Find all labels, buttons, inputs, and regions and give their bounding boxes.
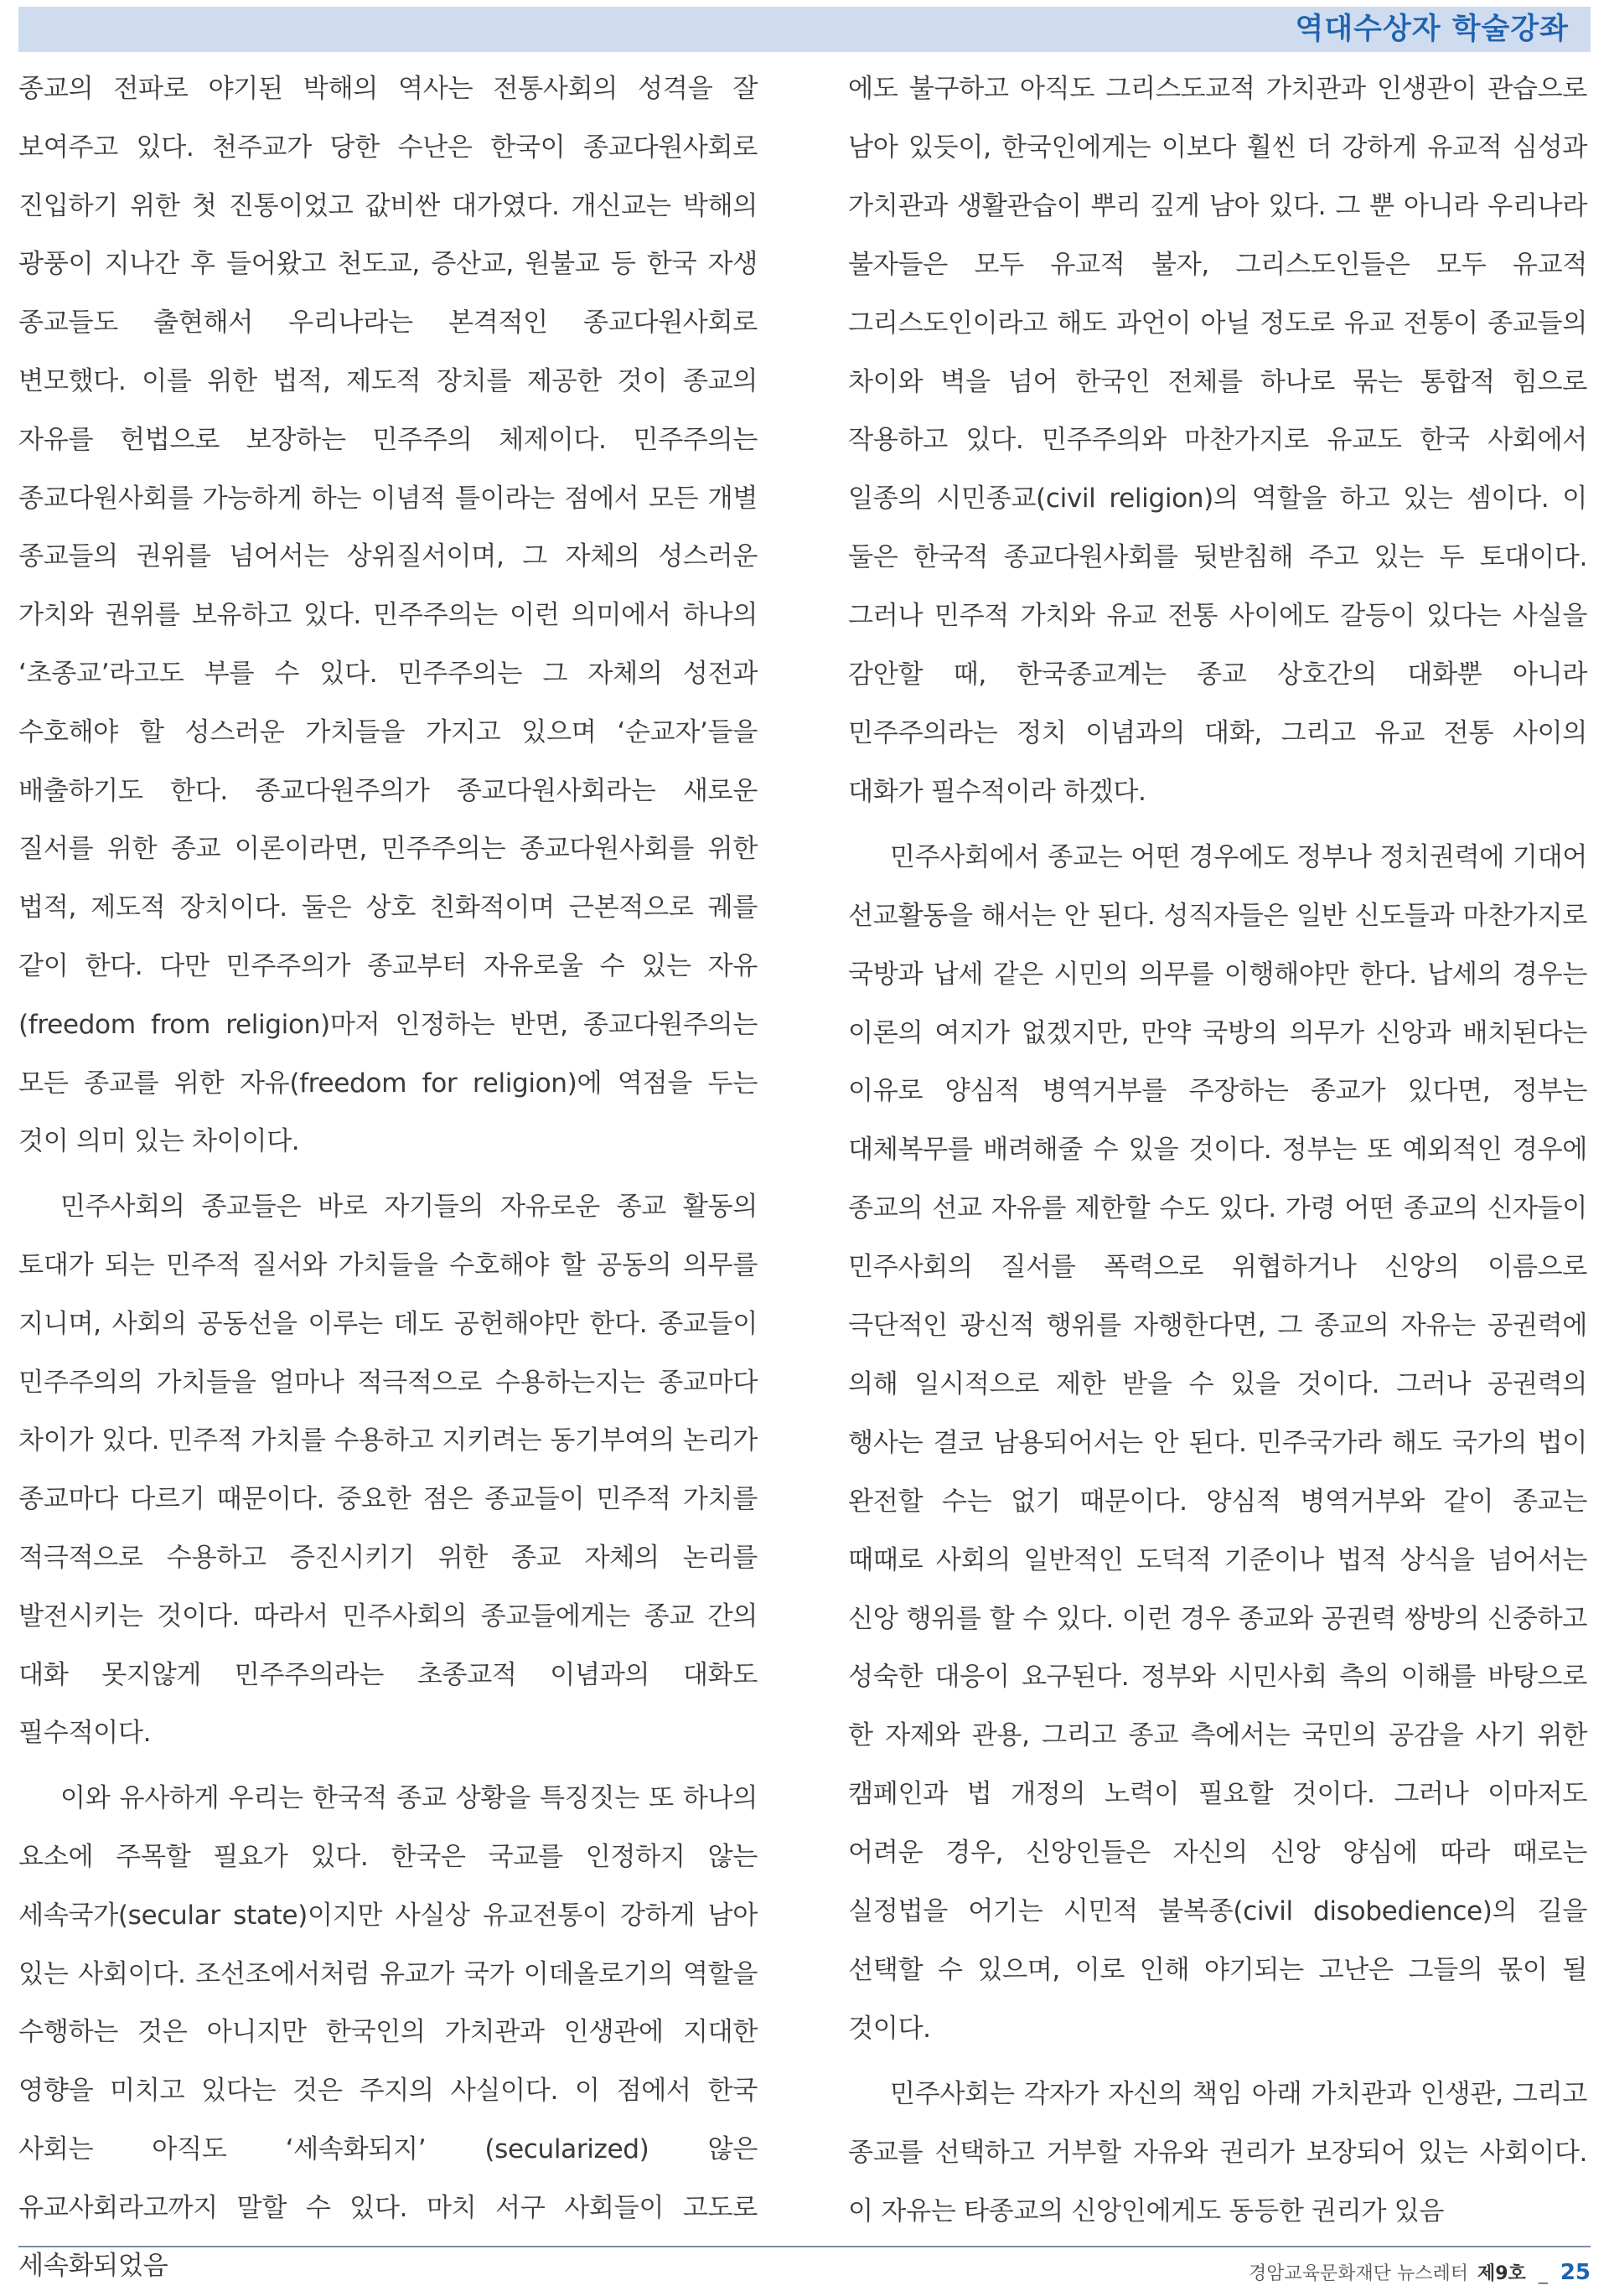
right-column <box>848 60 1587 2242</box>
right-paragraph-3: 민주사회는 각자가 자신의 책임 아래 가치관과 인생관, 그리고 종교를 선택하고 거부할 자유와 권리가 보장되어 있는 사회이다. 이 자유는 타종교의 신앙인에게도 동등한 권리가 있음 <box>848 2078 1587 2226</box>
left-column <box>18 60 758 2296</box>
left-paragraph-2: 민주사회의 종교들은 바로 자기들의 자유로운 종교 활동의 토대가 되는 민주적 질서와 가치들을 수호해야 할 공동의 의무를 지니며, 사회의 공동선을 이루는 데도 공헌해야만 한다. 종교들이 민주주의의 가치들을 얼마나 적극적으로 수용하는지는 종교마다 차이가 있다. 민주적 가치를 수용하고 지키려는 동기부여의 논리가 종교마다 다르기 때문이다. 중요한 점은 종교들이 민주적 가치를 적극적으로 수용하고 증진시키기 위한 종교 자체의 논리를 발전시키는 것이다. 따라서 민주사회의 종교들에게는 종교 간의 대화 못지않게 민주주의라는 초종교적 이념과의 대화도 필수적이다. <box>18 1192 758 1749</box>
section-title: 역대수상자 학술강좌 <box>1295 13 1569 46</box>
right-paragraph-1: 에도 불구하고 아직도 그리스도교적 가치관과 인생관이 관습으로 남아 있듯이, 한국인에게는 이보다 훨씬 더 강하게 유교적 심성과 가치관과 생활관습이 뿌리 깊게 남아 있다. 그 뿐 아니라 우리나라 불자들은 모두 유교적 불자, 그리스도인들은 모두 유교적 그리스도인이라고 해도 과언이 아닐 정도로 유교 전통이 종교들의 차이와 벽을 넘어 한국인 전체를 하나로 묶는 통합적 힘으로 작용하고 있다. 민주주의와 마찬가지로 유교도 한국 사회에서 일종의 시민종교(civil religion)의 역할을 하고 있는 셈이다. 이 둘은 한국적 종교다원사회를 뒷받침해 주고 있는 두 토대이다. 그러나 민주적 가치와 유교 전통 사이에도 갈등이 있다는 사실을 감안할 때, 한국종교계는 종교 상호간의 대화뿐 아니라 민주주의라는 정치 이념과의 대화, 그리고 유교 전통 사이의 대화가 필수적이라 하겠다. <box>848 74 1587 807</box>
right-paragraph-2: 민주사회에서 종교는 어떤 경우에도 정부나 정치권력에 기대어 선교활동을 해서는 안 된다. 성직자들은 일반 신도들과 마찬가지로 국방과 납세 같은 시민의 의무를 이행해야만 한다. 납세의 경우는 이론의 여지가 없겠지만, 만약 국방의 의무가 신앙과 배치된다는 이유로 양심적 병역거부를 주장하는 종교가 있다면, 정부는 대체복무를 배려해줄 수 있을 것이다. 정부는 또 예외적인 경우에 종교의 선교 자유를 제한할 수도 있다. 가령 어떤 종교의 신자들이 민주사회의 질서를 폭력으로 위협하거나 신앙의 이름으로 극단적인 광신적 행위를 자행한다면, 그 종교의 자유는 공권력에 의해 일시적으로 제한 받을 수 있을 것이다. 그러나 공권력의 행사는 결코 남용되어서는 안 된다. 민주국가라 해도 국가의 법이 완전할 수는 없기 때문이다. 양심적 병역거부와 같이 종교는 때때로 사회의 일반적인 도덕적 기준이나 법적 상식을 넘어서는 신앙 행위를 할 수 있다. 이런 경우 종교와 공권력 쌍방의 신중하고 성숙한 대응이 요구된다. 정부와 시민사회 측의 이해를 바탕으로 한 자제와 관용, 그리고 종교 측에서는 국민의 공감을 사기 위한 캠페인과 법 개정의 노력이 필요할 것이다. 그러나 이마저도 어려운 경우, 신앙인들은 자신의 신앙 양심에 따라 때로는 실정법을 어기는 시민적 불복종(civil disobedience)의 길을 선택할 수 있으며, 이로 인해 야기되는 고난은 그들의 몫이 될 것이다. <box>848 841 1587 2044</box>
page-number: 25 <box>1560 2260 1591 2285</box>
footer-publisher: 경암교육문화재단 뉴스레터 <box>1248 2263 1468 2284</box>
footer-divider <box>18 2246 1591 2247</box>
left-paragraph-3: 이와 유사하게 우리는 한국적 종교 상황을 특징짓는 또 하나의 요소에 주목할 필요가 있다. 한국은 국교를 인정하지 않는 세속국가(secular state)이지만 사실상 유교전통이 강하게 남아 있는 사회이다. 조선조에서처럼 유교가 국가 이데올로기의 역할을 수행하는 것은 아니지만 한국인의 가치관과 인생관에 지대한 영향을 미치고 있다는 것은 주지의 사실이다. 이 점에서 한국 사회는 아직도 ‘세속화되지’ (secularized) 않은 유교사회라고까지 말할 수 있다. 마치 서구 사회들이 고도로 세속화되었음 <box>18 1783 758 2282</box>
page-footer <box>1249 2257 1591 2288</box>
footer-separator: _ <box>1538 2263 1548 2284</box>
left-paragraph-1: 종교의 전파로 야기된 박해의 역사는 전통사회의 성격을 잘 보여주고 있다. 천주교가 당한 수난은 한국이 종교다원사회로 진입하기 위한 첫 진통이었고 값비싼 대가였다. 개신교는 박해의 광풍이 지나간 후 들어왔고 천도교, 증산교, 원불교 등 한국 자생 종교들도 출현해서 우리나라는 본격적인 종교다원사회로 변모했다. 이를 위한 법적, 제도적 장치를 제공한 것이 종교의 자유를 헌법으로 보장하는 민주주의 체제이다. 민주주의는 종교다원사회를 가능하게 하는 이념적 틀이라는 점에서 모든 개별 종교들의 권위를 넘어서는 상위질서이며, 그 자체의 성스러운 가치와 권위를 보유하고 있다. 민주주의는 이런 의미에서 하나의 ‘초종교’라고도 부를 수 있다. 민주주의는 그 자체의 성전과 수호해야 할 성스러운 가치들을 가지고 있으며 ‘순교자’들을 배출하기도 한다. 종교다원주의가 종교다원사회라는 새로운 질서를 위한 종교 이론이라면, 민주주의는 종교다원사회를 위한 법적, 제도적 장치이다. 둘은 상호 친화적이며 근본적으로 궤를 같이 한다. 다만 민주주의가 종교부터 자유로울 수 있는 자유(freedom from religion)마저 인정하는 반면, 종교다원주의는 모든 종교를 위한 자유(freedom for religion)에 역점을 두는 것이 의미 있는 차이이다. <box>18 74 758 1157</box>
footer-issue: 제9호 <box>1477 2263 1526 2284</box>
